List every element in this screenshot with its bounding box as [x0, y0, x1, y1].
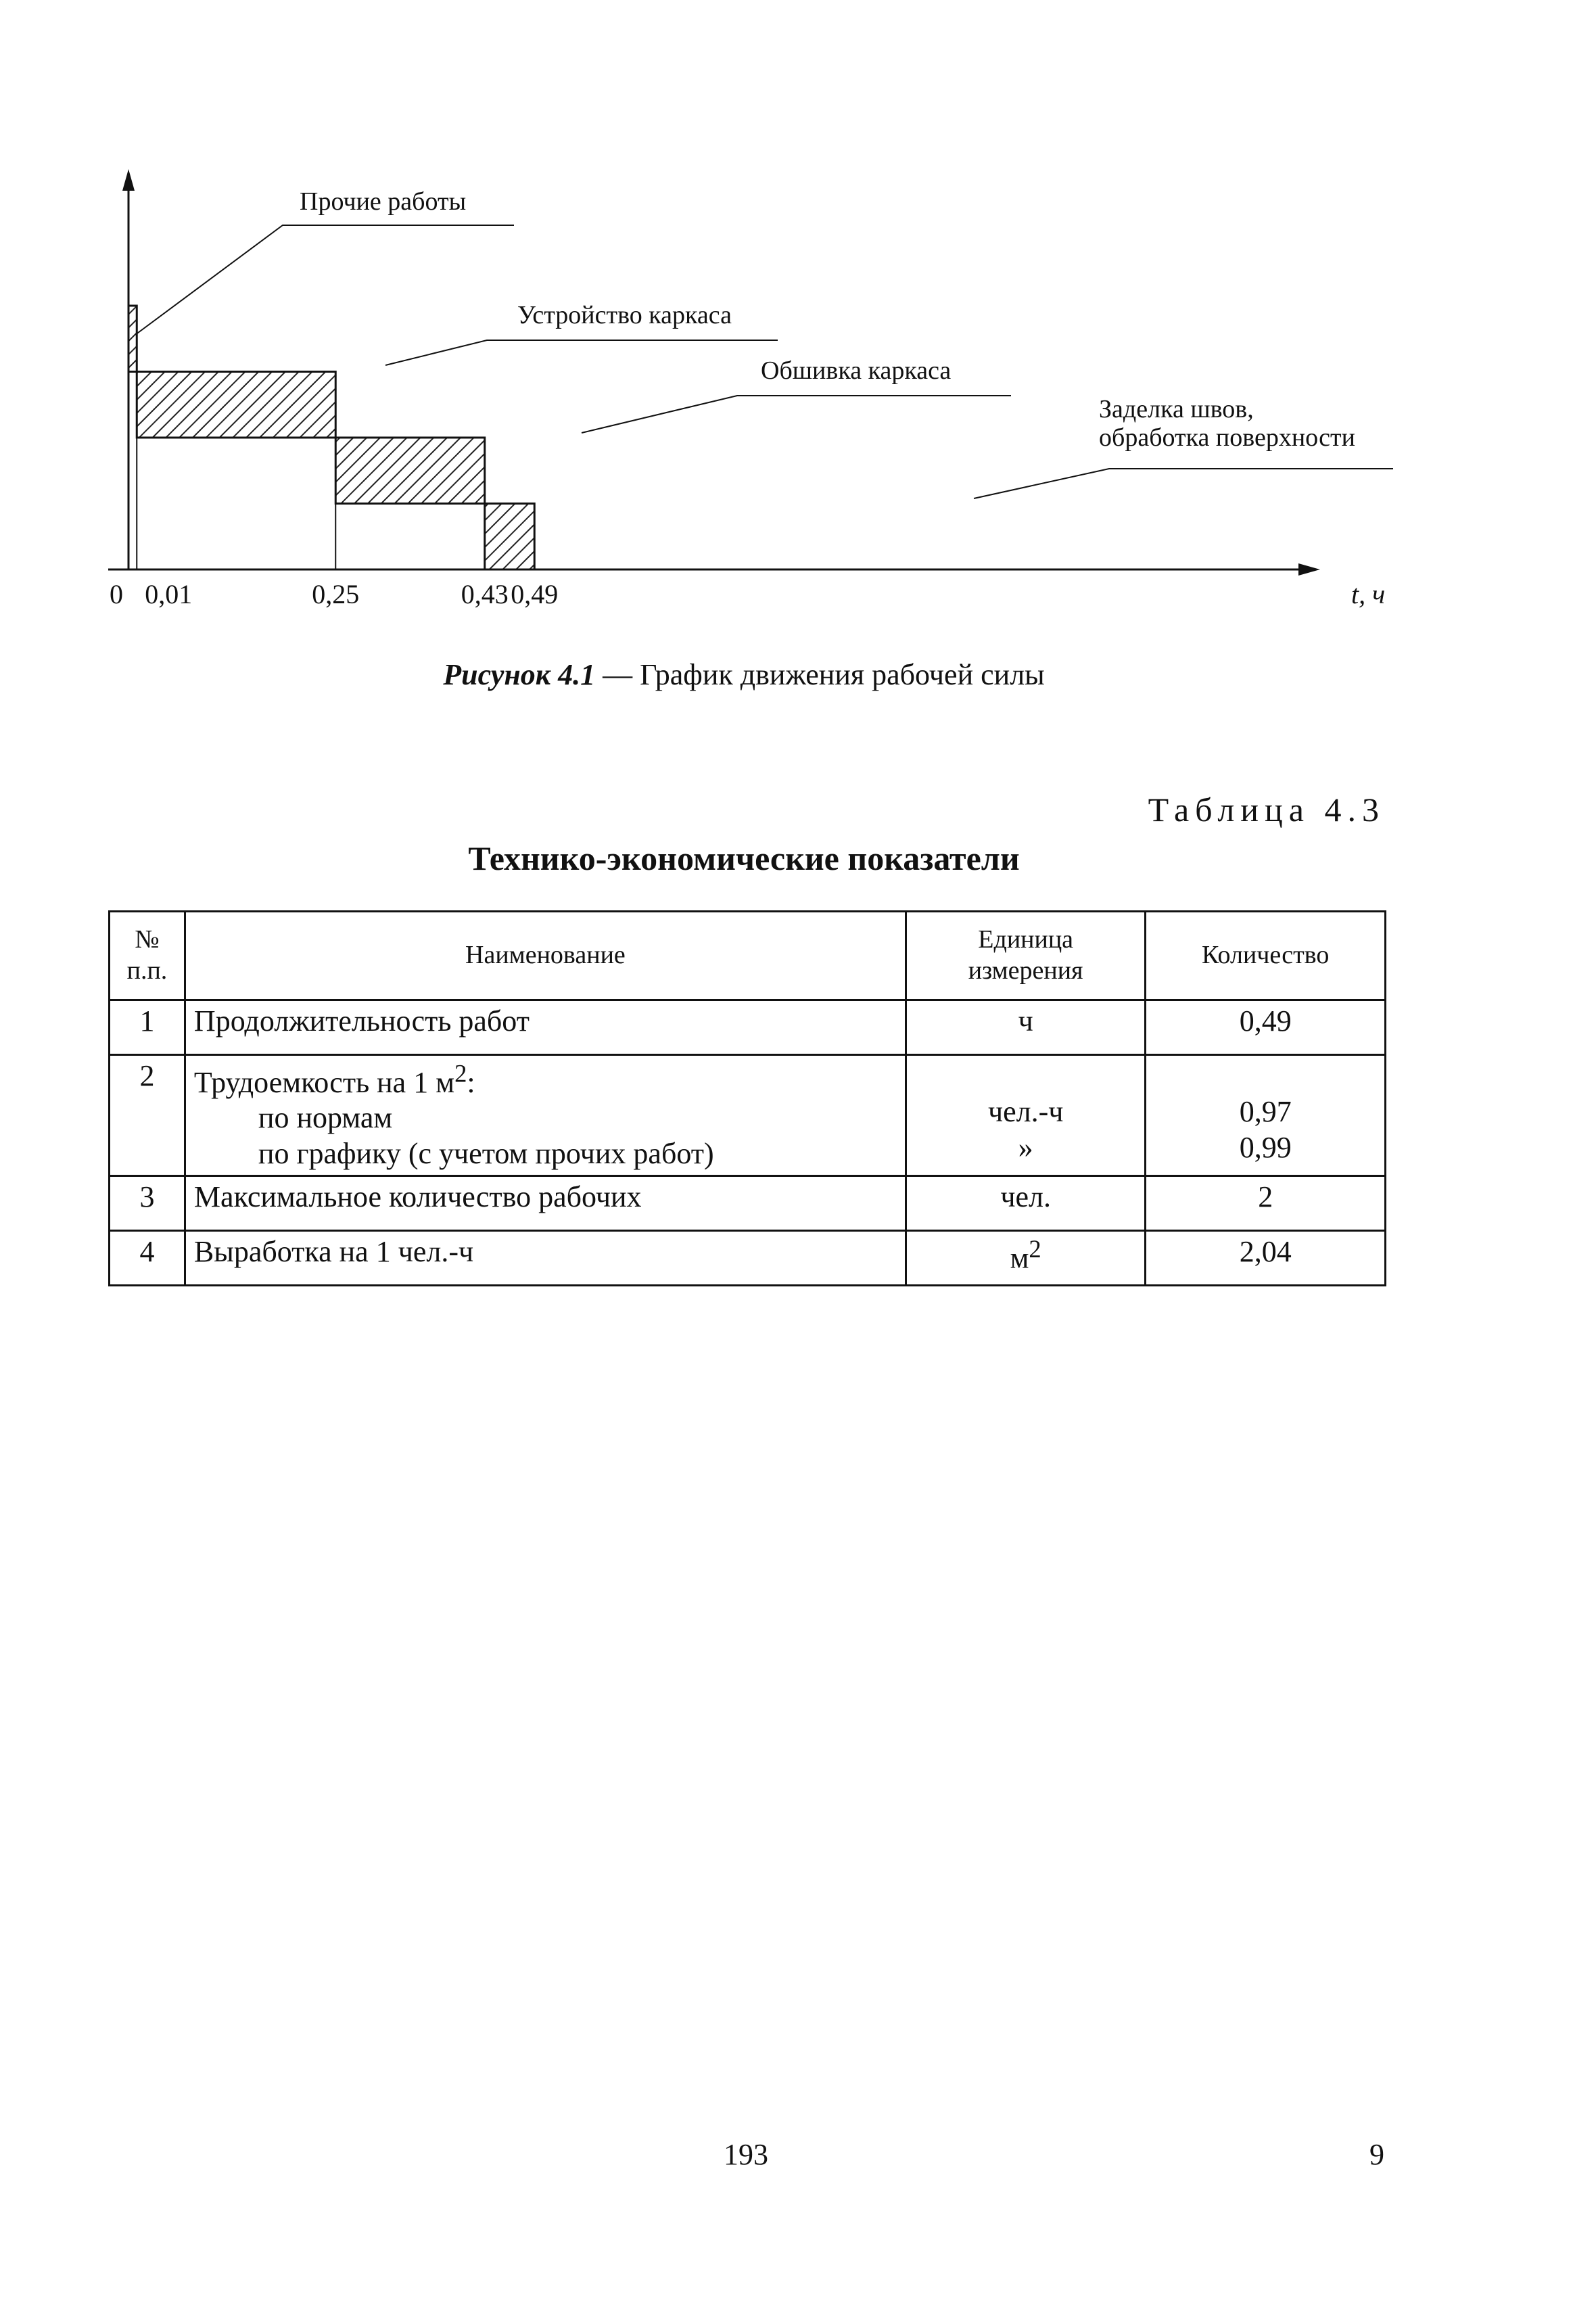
table-header-row — [110, 912, 1386, 1000]
x-axis-label: t, ч — [1351, 579, 1386, 609]
gantt-bars — [128, 306, 534, 569]
task-label: Обшивка каркаса — [761, 356, 952, 385]
figure-caption-text: — График движения рабочей силы — [595, 658, 1045, 691]
x-tick-label: 0,49 — [511, 579, 559, 609]
row-name-main — [193, 1059, 475, 1099]
page-number: 193 — [724, 2138, 768, 2171]
leader-line — [582, 396, 1011, 433]
task-label: Заделка швов, — [1099, 395, 1254, 423]
table-title: Технико-экономические показатели — [468, 839, 1020, 877]
leader-line — [135, 225, 514, 335]
task-label: обработка поверхности — [1099, 423, 1355, 452]
x-tick-label: 0,01 — [145, 579, 193, 609]
gantt-bar — [137, 372, 335, 438]
unit-header-line2: измерения — [968, 956, 1083, 985]
table-row — [110, 1176, 1386, 1231]
figure-caption — [0, 657, 1488, 692]
row-num: 3 — [110, 1176, 185, 1231]
row-num: 1 — [110, 1000, 185, 1055]
x-tick-label: 0 — [110, 579, 123, 609]
col-header-num — [110, 912, 185, 1000]
row-num: 2 — [110, 1055, 185, 1176]
y-axis-arrow — [122, 169, 135, 191]
task-labels — [135, 187, 1393, 498]
table-row — [110, 1055, 1386, 1176]
num-header-line2: п.п. — [126, 956, 168, 985]
row-unit-2: » — [1018, 1130, 1033, 1164]
row-name-sup: 2 — [454, 1059, 467, 1087]
x-axis-arrow — [1298, 563, 1320, 576]
row-unit: чел. — [906, 1176, 1146, 1231]
row-unit — [906, 1231, 1146, 1286]
gantt-bar — [128, 306, 137, 372]
table-row — [110, 1231, 1386, 1286]
row-subitem-norms: по нормам — [258, 1101, 393, 1135]
row-name: Максимальное количество рабочих — [185, 1176, 906, 1231]
row-qty: 2,04 — [1146, 1231, 1386, 1286]
task-label: Устройство каркаса — [517, 301, 732, 329]
row-qty: 0,49 — [1146, 1000, 1386, 1055]
table-label: Таблица 4.3 — [1148, 791, 1385, 829]
task-label: Прочие работы — [300, 187, 467, 216]
figure-label: Рисунок 4.1 — [443, 658, 596, 691]
num-header-line1: № — [135, 925, 160, 954]
col-header-qty: Количество — [1146, 912, 1386, 1000]
indicators-table — [108, 910, 1386, 1286]
col-header-name: Наименование — [185, 912, 906, 1000]
sheet-number: 9 — [1369, 2138, 1384, 2171]
row-name-tail: : — [467, 1065, 475, 1099]
row-num: 4 — [110, 1231, 185, 1286]
x-tick-labels — [110, 579, 558, 609]
row-name: Выработка на 1 чел.-ч — [185, 1231, 906, 1286]
row-qty: 2 — [1146, 1176, 1386, 1231]
gantt-bar — [335, 438, 485, 504]
row-qty-2: 0,99 — [1239, 1130, 1292, 1164]
col-header-unit — [906, 912, 1146, 1000]
row-name — [185, 1055, 906, 1176]
row-qty-1: 0,97 — [1239, 1094, 1292, 1128]
workforce-chart — [0, 0, 1596, 649]
row-unit-sup: 2 — [1029, 1235, 1041, 1263]
table-row — [110, 1000, 1386, 1055]
row-name-base: Трудоемкость на 1 м — [193, 1065, 455, 1099]
leader-line — [385, 340, 778, 365]
row-unit-1: чел.-ч — [987, 1094, 1064, 1128]
row-unit: ч — [906, 1000, 1146, 1055]
gantt-bar — [485, 504, 535, 570]
leader-line — [974, 469, 1393, 498]
row-unit-base: м — [1010, 1241, 1029, 1275]
row-unit — [906, 1055, 1146, 1176]
x-tick-label: 0,43 — [461, 579, 509, 609]
unit-header-line1: Единица — [978, 925, 1074, 954]
row-name: Продолжительность работ — [185, 1000, 906, 1055]
row-qty — [1146, 1055, 1386, 1176]
x-tick-label: 0,25 — [312, 579, 360, 609]
row-subitem-schedule: по графику (с учетом прочих работ) — [258, 1137, 714, 1171]
